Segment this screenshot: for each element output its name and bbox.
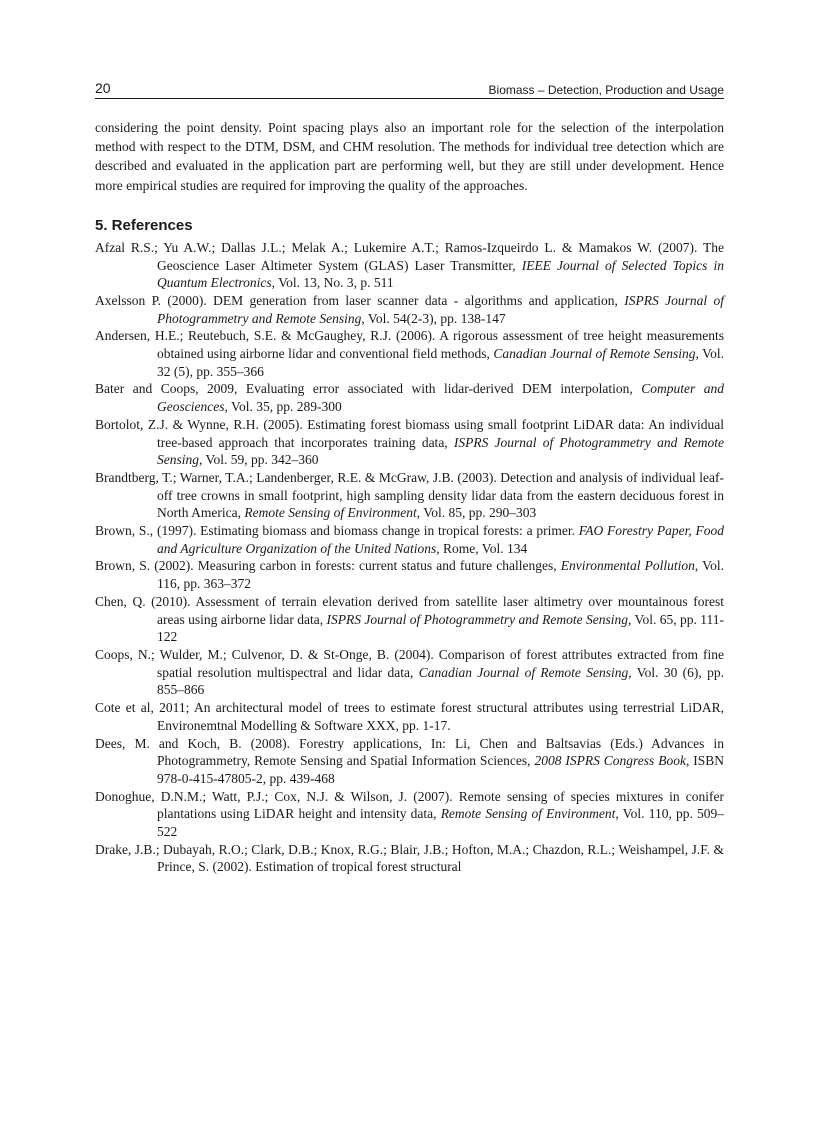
reference-item: Chen, Q. (2010). Assessment of terrain elevation derived from satellite laser altimetry over mountainous forest areas using airborne lidar data, ISPRS Journal of Photogrammetry and Remote Sensing, Vol. 65, pp. 111-122	[95, 593, 725, 645]
reference-item: Axelsson P. (2000). DEM generation from laser scanner data - algorithms and application, ISPRS Journal of Photogrammetry and Remote Sensing, Vol. 54(2-3), pp. 138-147	[95, 292, 724, 326]
running-header	[95, 80, 724, 99]
reference-item: Bater and Coops, 2009, Evaluating error associated with lidar-derived DEM interpolation, Computer and Geosciences, Vol. 35, pp. 289-300	[95, 381, 724, 415]
reference-item: Dees, M. and Koch, B. (2008). Forestry applications, In: Li, Chen and Baltsavias (Eds.) Advances in Photogrammetry, Remote Sensing and Spatial Information Sciences, 2008 ISPRS Congress Book, ISBN 978-0-415-47805-2, pp. 439-468	[95, 735, 725, 786]
reference-list	[95, 239, 724, 876]
reference-item: Donoghue, D.N.M.; Watt, P.J.; Cox, N.J. & Wilson, J. (2007). Remote sensing of species mixtures in conifer plantations using LiDAR height and intensity data, Remote Sensing of Environment, Vol. 110, pp. 509–522	[95, 788, 725, 840]
reference-item: Bortolot, Z.J. & Wynne, R.H. (2005). Estimating forest biomass using small footprint LiDAR data: An individual tree-based approach that incorporates training data, ISPRS Journal of Photogrammetry and Remote Sensing, Vol. 59, pp. 342–360	[95, 416, 725, 468]
reference-item: Brandtberg, T.; Warner, T.A.; Landenberger, R.E. & McGraw, J.B. (2003). Detection and analysis of individual leaf-off tree crowns in small footprint, high sampling density lidar data from the eastern deciduous forest in North America, Remote Sensing of Environment, Vol. 85, pp. 290–303	[95, 469, 724, 521]
reference-item: Afzal R.S.; Yu A.W.; Dallas J.L.; Melak A.; Lukemire A.T.; Ramos-Izqueirdo L. & Mamakos W. (2007). The Geoscience Laser Altimeter System (GLAS) Laser Transmitter, IEEE Journal of Selected Topics in Quantum Electronics, Vol. 13, No. 3, p. 511	[95, 239, 724, 291]
running-title: Biomass – Detection, Production and Usage	[488, 83, 724, 97]
reference-item: Brown, S., (1997). Estimating biomass and biomass change in tropical forests: a primer. FAO Forestry Paper, Food and Agriculture Organization of the United Nations, Rome, Vol. 134	[95, 523, 724, 556]
reference-item: Coops, N.; Wulder, M.; Culvenor, D. & St-Onge, B. (2004). Comparison of forest attributes extracted from fine spatial resolution multispectral and lidar data, Canadian Journal of Remote Sensing, Vol. 30 (6), pp. 855–866	[95, 646, 724, 698]
reference-item: Drake, J.B.; Dubayah, R.O.; Clark, D.B.; Knox, R.G.; Blair, J.B.; Hofton, M.A.; Chazdon, R.L.; Weishampel, J.F. & Prince, S. (2002). Estimation of tropical forest structural	[95, 841, 724, 875]
intro-paragraph: considering the point density. Point spacing plays also an important role for the selection of the interpolation method with respect to the DTM, DSM, and CHM resolution. The methods for individual tree detection which are described and evaluated in the application part are performing well, but they are still under development. Hence more empirical studies are required for improving the quality of the approaches.	[95, 120, 724, 193]
reference-item: Andersen, H.E.; Reutebuch, S.E. & McGaughey, R.J. (2006). A rigorous assessment of tree height measurements obtained using airborne lidar and conventional field methods, Canadian Journal of Remote Sensing, Vol. 32 (5), pp. 355–366	[95, 328, 724, 379]
page-number: 20	[95, 80, 111, 96]
section-heading: 5. References	[95, 216, 193, 234]
reference-item: Brown, S. (2002). Measuring carbon in forests: current status and future challenges, Environmental Pollution, Vol. 116, pp. 363–372	[95, 558, 724, 592]
page-body	[95, 118, 724, 876]
reference-item: Cote et al, 2011; An architectural model of trees to estimate forest structural attributes using terrestrial LiDAR, Environemtnal Modelling & Software XXX, pp. 1-17.	[95, 700, 724, 733]
